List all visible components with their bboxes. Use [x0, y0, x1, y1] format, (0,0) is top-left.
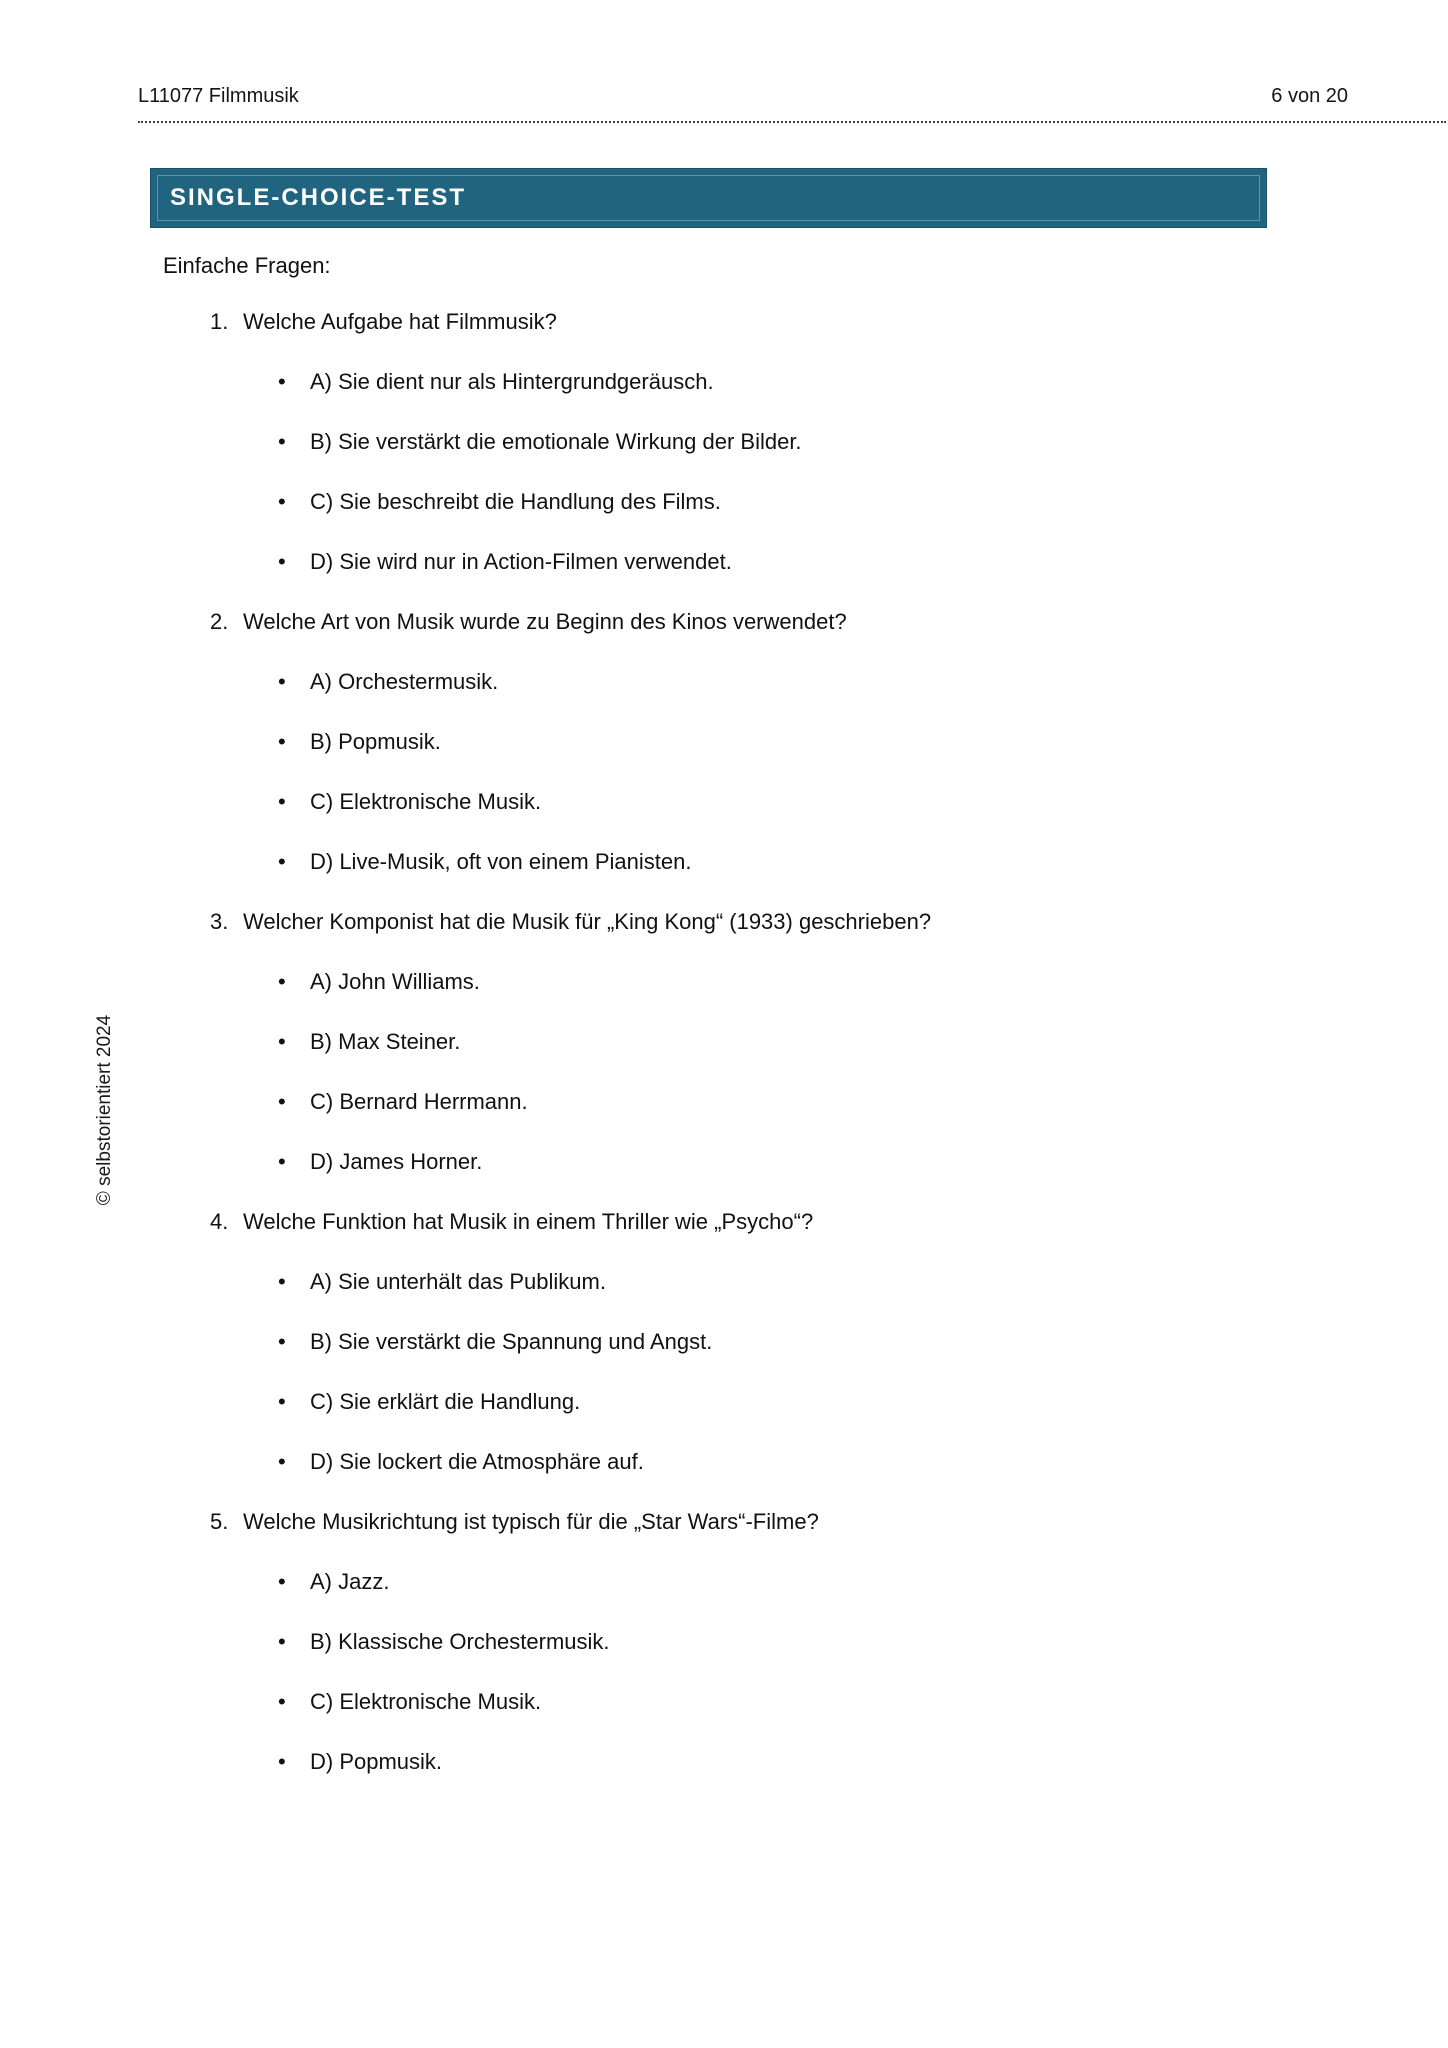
bullet-icon: •	[278, 1029, 286, 1054]
option-text: D) Sie lockert die Atmosphäre auf.	[310, 1449, 644, 1474]
option-text: A) Orchestermusik.	[310, 669, 499, 694]
bullet-icon: •	[278, 1269, 286, 1294]
option-text: D) Live-Musik, oft von einem Pianisten.	[310, 849, 692, 874]
question-2-option-b	[0, 728, 1448, 788]
question-1-option-c	[0, 488, 1448, 548]
intro-label: Einfache Fragen:	[163, 253, 331, 278]
option-text: B) Klassische Orchestermusik.	[310, 1629, 610, 1654]
bullet-icon: •	[278, 1749, 286, 1774]
question-3-option-c	[0, 1088, 1448, 1148]
bullet-icon: •	[278, 1149, 286, 1174]
question-number: 3.	[210, 909, 229, 934]
bullet-icon: •	[278, 789, 286, 814]
option-text: D) Sie wird nur in Action-Filmen verwendet.	[310, 549, 732, 574]
page-number: 6 von 20	[1271, 85, 1348, 107]
question-text: Welcher Komponist hat die Musik für „King Kong“ (1933) geschrieben?	[243, 909, 932, 934]
bullet-icon: •	[278, 729, 286, 754]
option-text: B) Sie verstärkt die Spannung und Angst.	[310, 1329, 713, 1354]
question-4-option-a	[0, 1268, 1448, 1328]
option-text: D) Popmusik.	[310, 1749, 443, 1774]
question-2	[0, 608, 1448, 668]
question-number: 5.	[210, 1509, 229, 1534]
question-1	[0, 308, 1448, 368]
bullet-icon: •	[278, 1569, 286, 1594]
question-5-option-b	[0, 1628, 1448, 1688]
option-text: C) Bernard Herrmann.	[310, 1089, 528, 1114]
option-text: D) James Horner.	[310, 1149, 483, 1174]
option-text: A) Sie dient nur als Hintergrundgeräusch.	[310, 369, 714, 394]
option-text: C) Elektronische Musik.	[310, 1689, 542, 1714]
bullet-icon: •	[278, 1089, 286, 1114]
question-3-option-d	[0, 1148, 1448, 1208]
option-text: A) John Williams.	[310, 969, 480, 994]
bullet-icon: •	[278, 1449, 286, 1474]
bullet-icon: •	[278, 1389, 286, 1414]
option-text: A) Jazz.	[310, 1569, 390, 1594]
question-list	[0, 308, 1448, 1808]
option-text: B) Popmusik.	[310, 729, 441, 754]
bullet-icon: •	[278, 369, 286, 394]
question-text: Welche Musikrichtung ist typisch für die „Star Wars“-Filme?	[243, 1509, 819, 1534]
option-text: B) Sie verstärkt die emotionale Wirkung der Bilder.	[310, 429, 802, 454]
question-5-option-a	[0, 1568, 1448, 1628]
question-1-option-d	[0, 548, 1448, 608]
question-3-option-a	[0, 968, 1448, 1028]
bullet-icon: •	[278, 849, 286, 874]
question-number: 1.	[210, 309, 229, 334]
bullet-icon: •	[278, 549, 286, 574]
question-4-option-c	[0, 1388, 1448, 1448]
question-2-option-d	[0, 848, 1448, 908]
question-2-option-c	[0, 788, 1448, 848]
question-4-option-b	[0, 1328, 1448, 1388]
bullet-icon: •	[278, 1629, 286, 1654]
bullet-icon: •	[278, 1329, 286, 1354]
question-text: Welche Aufgabe hat Filmmusik?	[243, 309, 557, 334]
bullet-icon: •	[278, 669, 286, 694]
page-header	[138, 84, 1446, 123]
question-text: Welche Funktion hat Musik in einem Thriller wie „Psycho“?	[243, 1209, 814, 1234]
option-text: C) Sie beschreibt die Handlung des Films.	[310, 489, 721, 514]
section-title: SINGLE-CHOICE-TEST	[170, 184, 467, 211]
question-2-option-a	[0, 668, 1448, 728]
question-number: 2.	[210, 609, 229, 634]
question-text: Welche Art von Musik wurde zu Beginn des Kinos verwendet?	[243, 609, 847, 634]
bullet-icon: •	[278, 969, 286, 994]
copyright-sidebar: © selbstorientiert 2024	[94, 1014, 115, 1206]
question-3	[0, 908, 1448, 968]
question-4-option-d	[0, 1448, 1448, 1508]
option-text: C) Sie erklärt die Handlung.	[310, 1389, 581, 1414]
option-text: C) Elektronische Musik.	[310, 789, 542, 814]
question-1-option-a	[0, 368, 1448, 428]
question-1-option-b	[0, 428, 1448, 488]
question-5	[0, 1508, 1448, 1568]
question-3-option-b	[0, 1028, 1448, 1088]
section-title-banner	[150, 168, 1267, 228]
question-5-option-d	[0, 1748, 1448, 1808]
bullet-icon: •	[278, 489, 286, 514]
bullet-icon: •	[278, 1689, 286, 1714]
option-text: B) Max Steiner.	[310, 1029, 461, 1054]
question-5-option-c	[0, 1688, 1448, 1748]
document-code: L11077 Filmmusik	[138, 85, 299, 107]
question-4	[0, 1208, 1448, 1268]
question-number: 4.	[210, 1209, 229, 1234]
option-text: A) Sie unterhält das Publikum.	[310, 1269, 606, 1294]
bullet-icon: •	[278, 429, 286, 454]
